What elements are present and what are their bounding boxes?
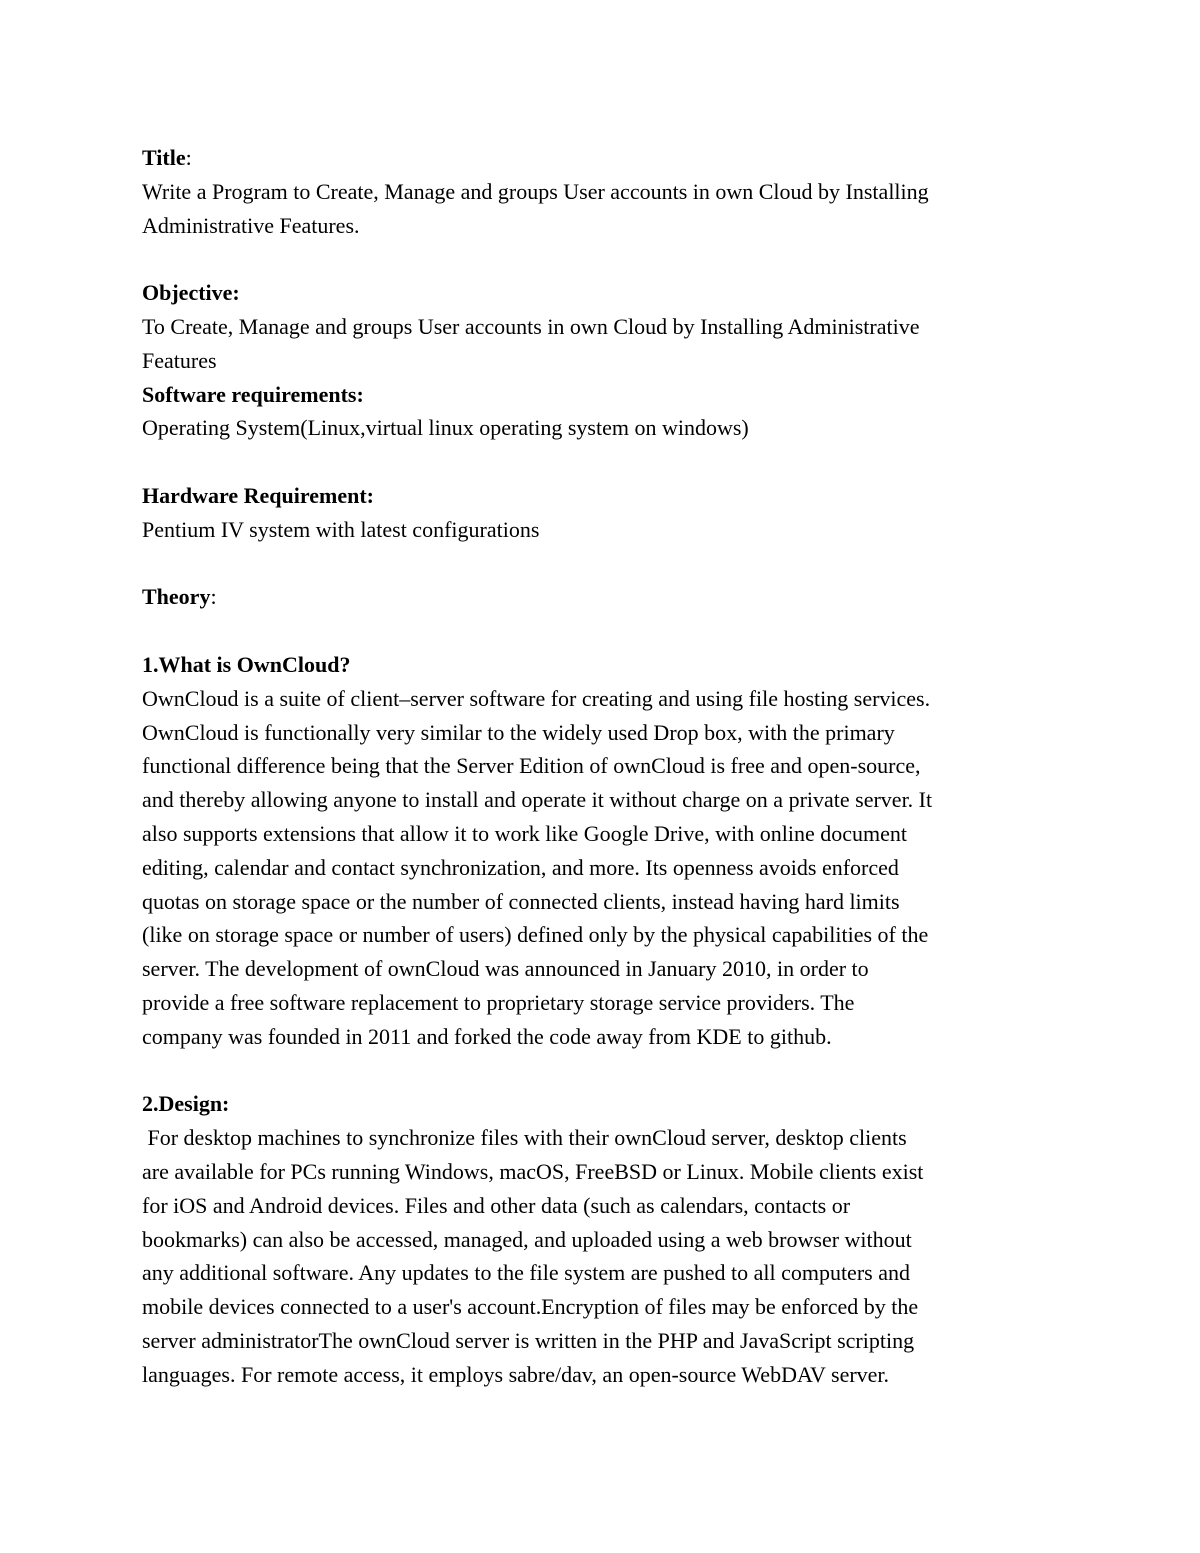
theory-heading-text: Theory [142,584,211,610]
spacer [142,547,1072,581]
title-heading [142,141,1072,175]
owncloud-line-3: functional difference being that the Server Edition of ownCloud is free and open-source, [142,753,921,779]
theory-heading [142,580,1072,614]
design-line-2: are available for PCs running Windows, macOS, FreeBSD or Linux. Mobile clients exist [142,1158,924,1184]
design-line-1: For desktop machines to synchronize files with their ownCloud server, desktop clients [142,1125,907,1151]
spacer [142,614,1072,648]
objective-heading: Objective: [142,280,240,306]
design-heading: 2.Design: [142,1091,230,1117]
spacer [142,1054,1072,1088]
owncloud-line-7: quotas on storage space or the number of connected clients, instead having hard limits [142,888,900,914]
owncloud-line-5: also supports extensions that allow it to work like Google Drive, with online document [142,820,907,846]
owncloud-line-11: company was founded in 2011 and forked the code away from KDE to github. [142,1023,832,1049]
owncloud-line-10: provide a free software replacement to proprietary storage service providers. The [142,989,855,1015]
owncloud-line-1: OwnCloud is a suite of client–server software for creating and using file hosting services. [142,685,931,711]
title-heading-text: Title [142,145,186,170]
hardware-line-1: Pentium IV system with latest configurations [142,516,540,542]
design-line-3: for iOS and Android devices. Files and other data (such as calendars, contacts or [142,1192,851,1218]
design-line-4: bookmarks) can also be accessed, managed, and uploaded using a web browser without [142,1226,912,1252]
title-heading-colon: : [185,145,192,170]
owncloud-line-2: OwnCloud is functionally very similar to the widely used Drop box, with the primary [142,719,895,745]
design-line-6: mobile devices connected to a user's account.Encryption of files may be enforced by the [142,1294,919,1320]
hardware-heading: Hardware Requirement: [142,482,374,508]
theory-heading-colon: : [210,584,217,610]
owncloud-line-4: and thereby allowing anyone to install and operate it without charge on a private server. It [142,787,933,813]
design-line-5: any additional software. Any updates to the file system are pushed to all computers and [142,1260,910,1286]
owncloud-line-8: (like on storage space or number of users) defined only by the physical capabilities of the [142,922,929,948]
title-line-1: Write a Program to Create, Manage and groups User accounts in own Cloud by Installing [142,178,929,204]
software-line-1: Operating System(Linux,virtual linux operating system on windows) [142,415,749,441]
document-page [142,141,1072,1391]
spacer [142,445,1072,479]
design-line-8: languages. For remote access, it employs sabre/dav, an open-source WebDAV server. [142,1361,890,1387]
objective-line-1: To Create, Manage and groups User accounts in own Cloud by Installing Administrative [142,313,920,339]
objective-line-2: Features [142,347,217,373]
title-line-2: Administrative Features. [142,212,360,238]
software-heading: Software requirements: [142,381,364,407]
owncloud-heading: 1.What is OwnCloud? [142,651,351,677]
spacer [142,242,1072,276]
design-line-7: server administratorThe ownCloud server is written in the PHP and JavaScript scripting [142,1327,915,1353]
owncloud-line-9: server. The development of ownCloud was announced in January 2010, in order to [142,956,869,982]
owncloud-line-6: editing, calendar and contact synchronization, and more. Its openness avoids enforced [142,854,899,880]
